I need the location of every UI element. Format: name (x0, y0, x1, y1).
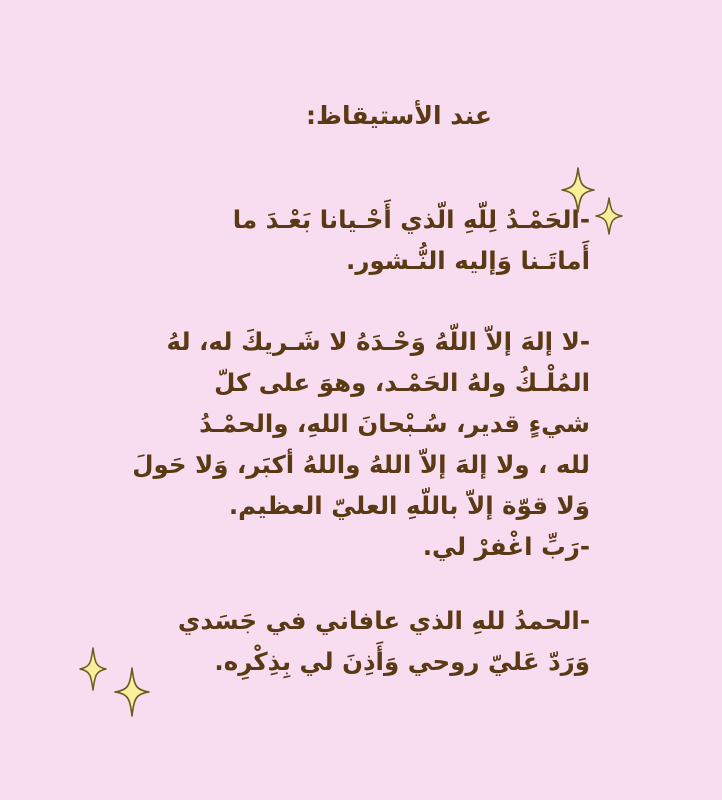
sparkle-icon (560, 166, 596, 214)
dhikr-line: -لا إلهَ إلاّ اللّهُ وَحْـدَهُ لا شَـريكَ له، لهُ (166, 327, 590, 356)
dhikr-block-3 (110, 600, 590, 682)
page-title: عند الأستيقاظ: (306, 101, 492, 130)
dhikr-line: المُلْـكُ ولهُ الحَمْـد، وهوَ على كلّ (214, 368, 590, 397)
dhikr-line: وَرَدّ عَليّ روحي وَأَذِنَ لي بِذِكْرِه. (214, 647, 590, 676)
dhikr-line: لله ، ولا إلهَ إلاّ اللهُ واللهُ أكبَر، وَلا حَولَ (132, 450, 590, 479)
dhikr-block-1 (110, 199, 590, 281)
dhikr-line: -رَبِّ اغْفرْ لي. (422, 532, 590, 561)
sparkle-icon (113, 666, 151, 718)
dhikr-line: شيءٍ قدير، سُـبْحانَ اللهِ، والحمْـدُ (199, 409, 590, 438)
dhikr-line: -الحمدُ للهِ الذي عافاني في جَسَدي (177, 606, 590, 635)
sparkle-icon (78, 646, 108, 692)
dhikr-line: أَماتَـنا وَإليه النُّـشور. (346, 246, 590, 275)
dhikr-block-2 (110, 321, 590, 567)
dhikr-line: -الحَمْـدُ لِلّهِ الّذي أَحْـيانا بَعْـدَ ما (232, 205, 590, 234)
dhikr-line: وَلا قوّة إلاّ باللّهِ العليّ العظيم. (228, 491, 590, 520)
sparkle-icon (594, 196, 624, 236)
